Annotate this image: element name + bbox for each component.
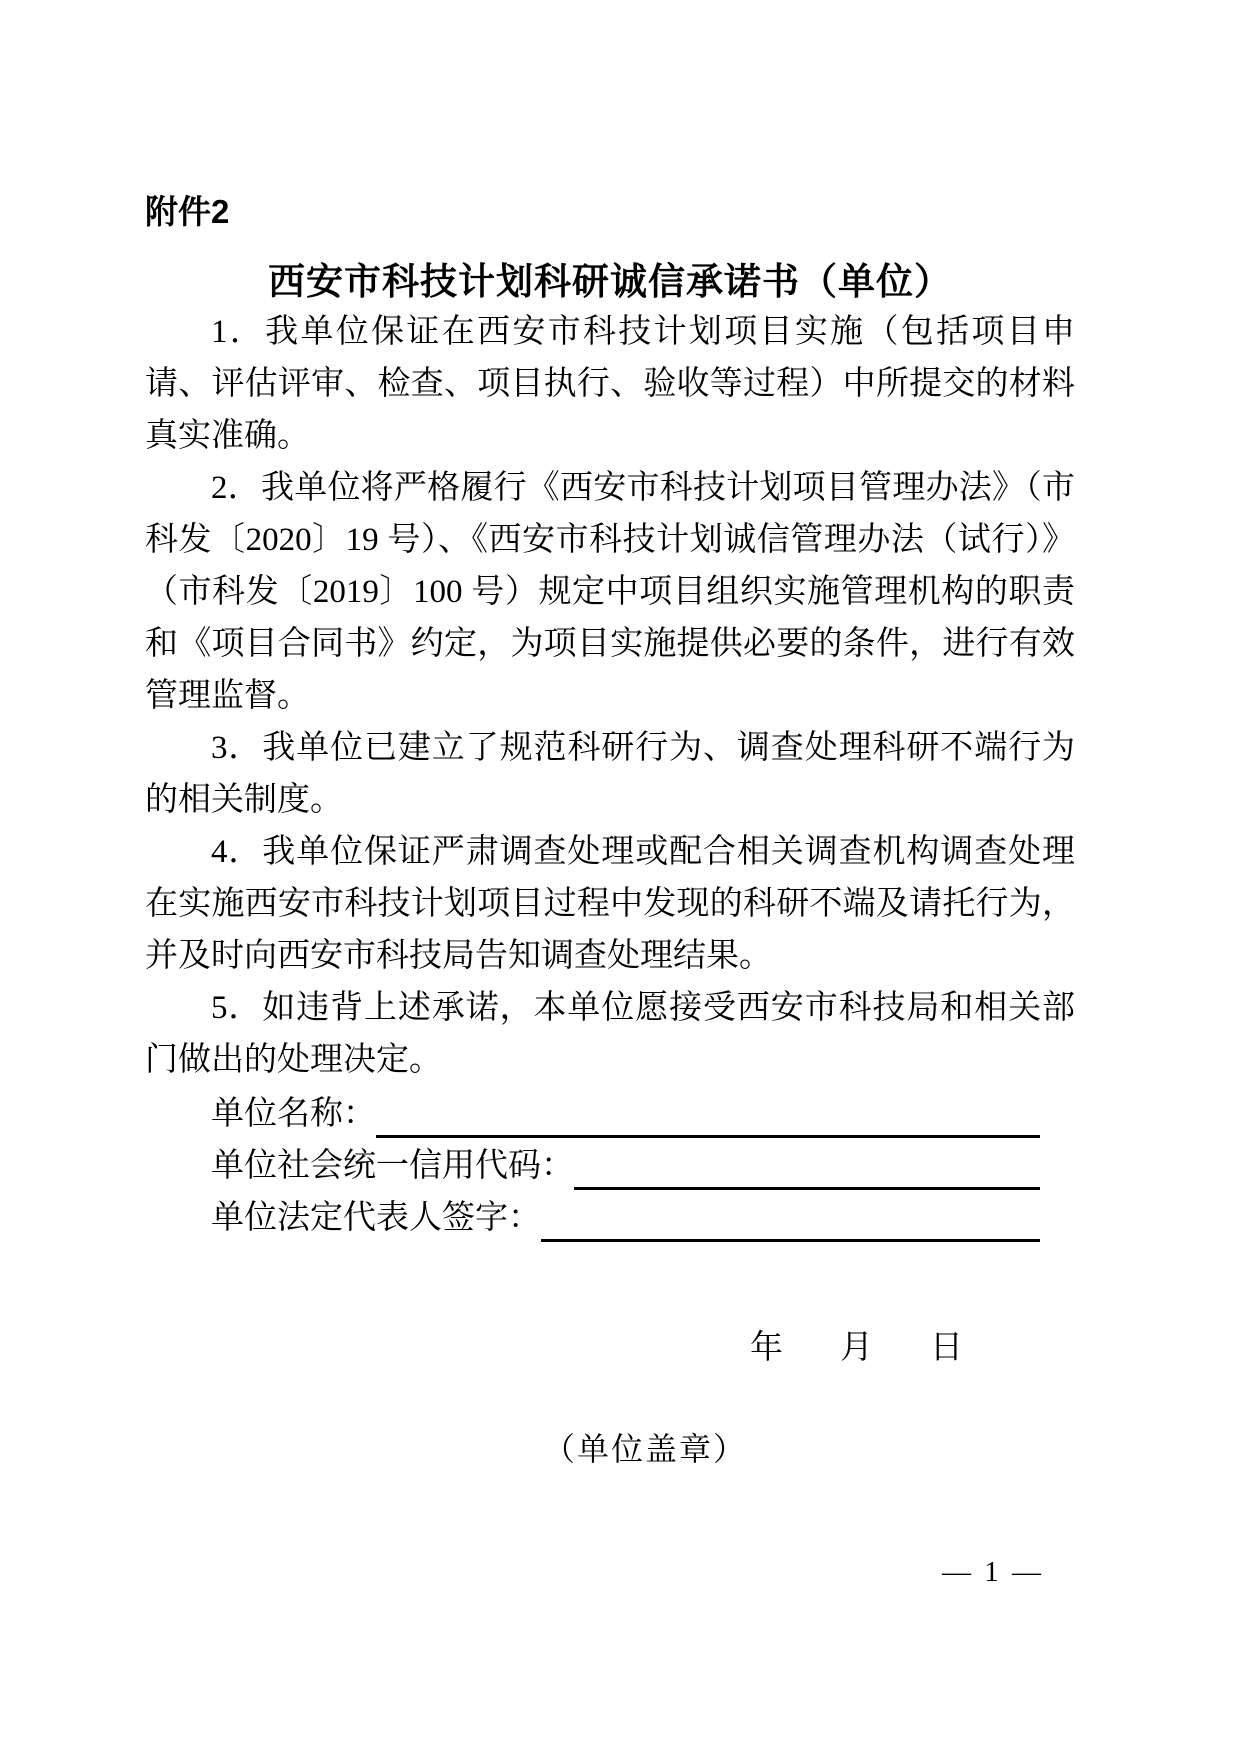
paragraph-2: 2．我单位将严格履行《西安市科技计划项目管理办法》（市科发〔2020〕19 号）、《西安市科技计划诚信管理办法（试行）》（市科发〔2019〕100 号）规定中项目组织实施管理机构的职责和《项目合同书》约定，为项目实施提供必要的条件，进行有效管理监督。 xyxy=(145,470,1075,714)
paragraph-3: 3．我单位已建立了规范科研行为、调查处理科研不端行为的相关制度。 xyxy=(145,730,1075,818)
paragraph-4: 4．我单位保证严肃调查处理或配合相关调查机构调查处理在实施西安市科技计划项目过程中发现的科研不端及请托行为，并及时向西安市科技局告知调查处理结果。 xyxy=(145,834,1075,974)
date-line xyxy=(750,1322,963,1374)
field-row-credit-code xyxy=(211,1138,1040,1190)
year-label: 年 xyxy=(750,1330,783,1366)
legal-representative-signature-label: 单位法定代表人签字： xyxy=(211,1200,541,1236)
attachment-label: 附件2 xyxy=(145,193,230,230)
credit-code-blank-line xyxy=(574,1145,1040,1190)
credit-code-label: 单位社会统一信用代码： xyxy=(211,1148,574,1184)
field-row-unit-name xyxy=(211,1086,1040,1138)
seal-note: （单位盖章） xyxy=(543,1431,748,1467)
document-title: 西安市科技计划科研诚信承诺书（单位） xyxy=(268,261,952,302)
paragraph-1: 1．我单位保证在西安市科技计划项目实施（包括项目申请、评估评审、检查、项目执行、验收等过程）中所提交的材料真实准确。 xyxy=(145,314,1075,454)
field-row-legal-representative-signature xyxy=(211,1190,1040,1242)
unit-name-blank-line xyxy=(376,1093,1040,1138)
month-label: 月 xyxy=(840,1330,873,1366)
paragraph-5: 5．如违背上述承诺，本单位愿接受西安市科技局和相关部门做出的处理决定。 xyxy=(145,990,1075,1078)
document-body xyxy=(145,306,1075,1242)
day-label: 日 xyxy=(930,1330,963,1366)
legal-representative-signature-blank-line xyxy=(541,1197,1040,1242)
page-number: — 1 — xyxy=(942,1556,1044,1588)
unit-name-label: 单位名称： xyxy=(211,1096,376,1132)
